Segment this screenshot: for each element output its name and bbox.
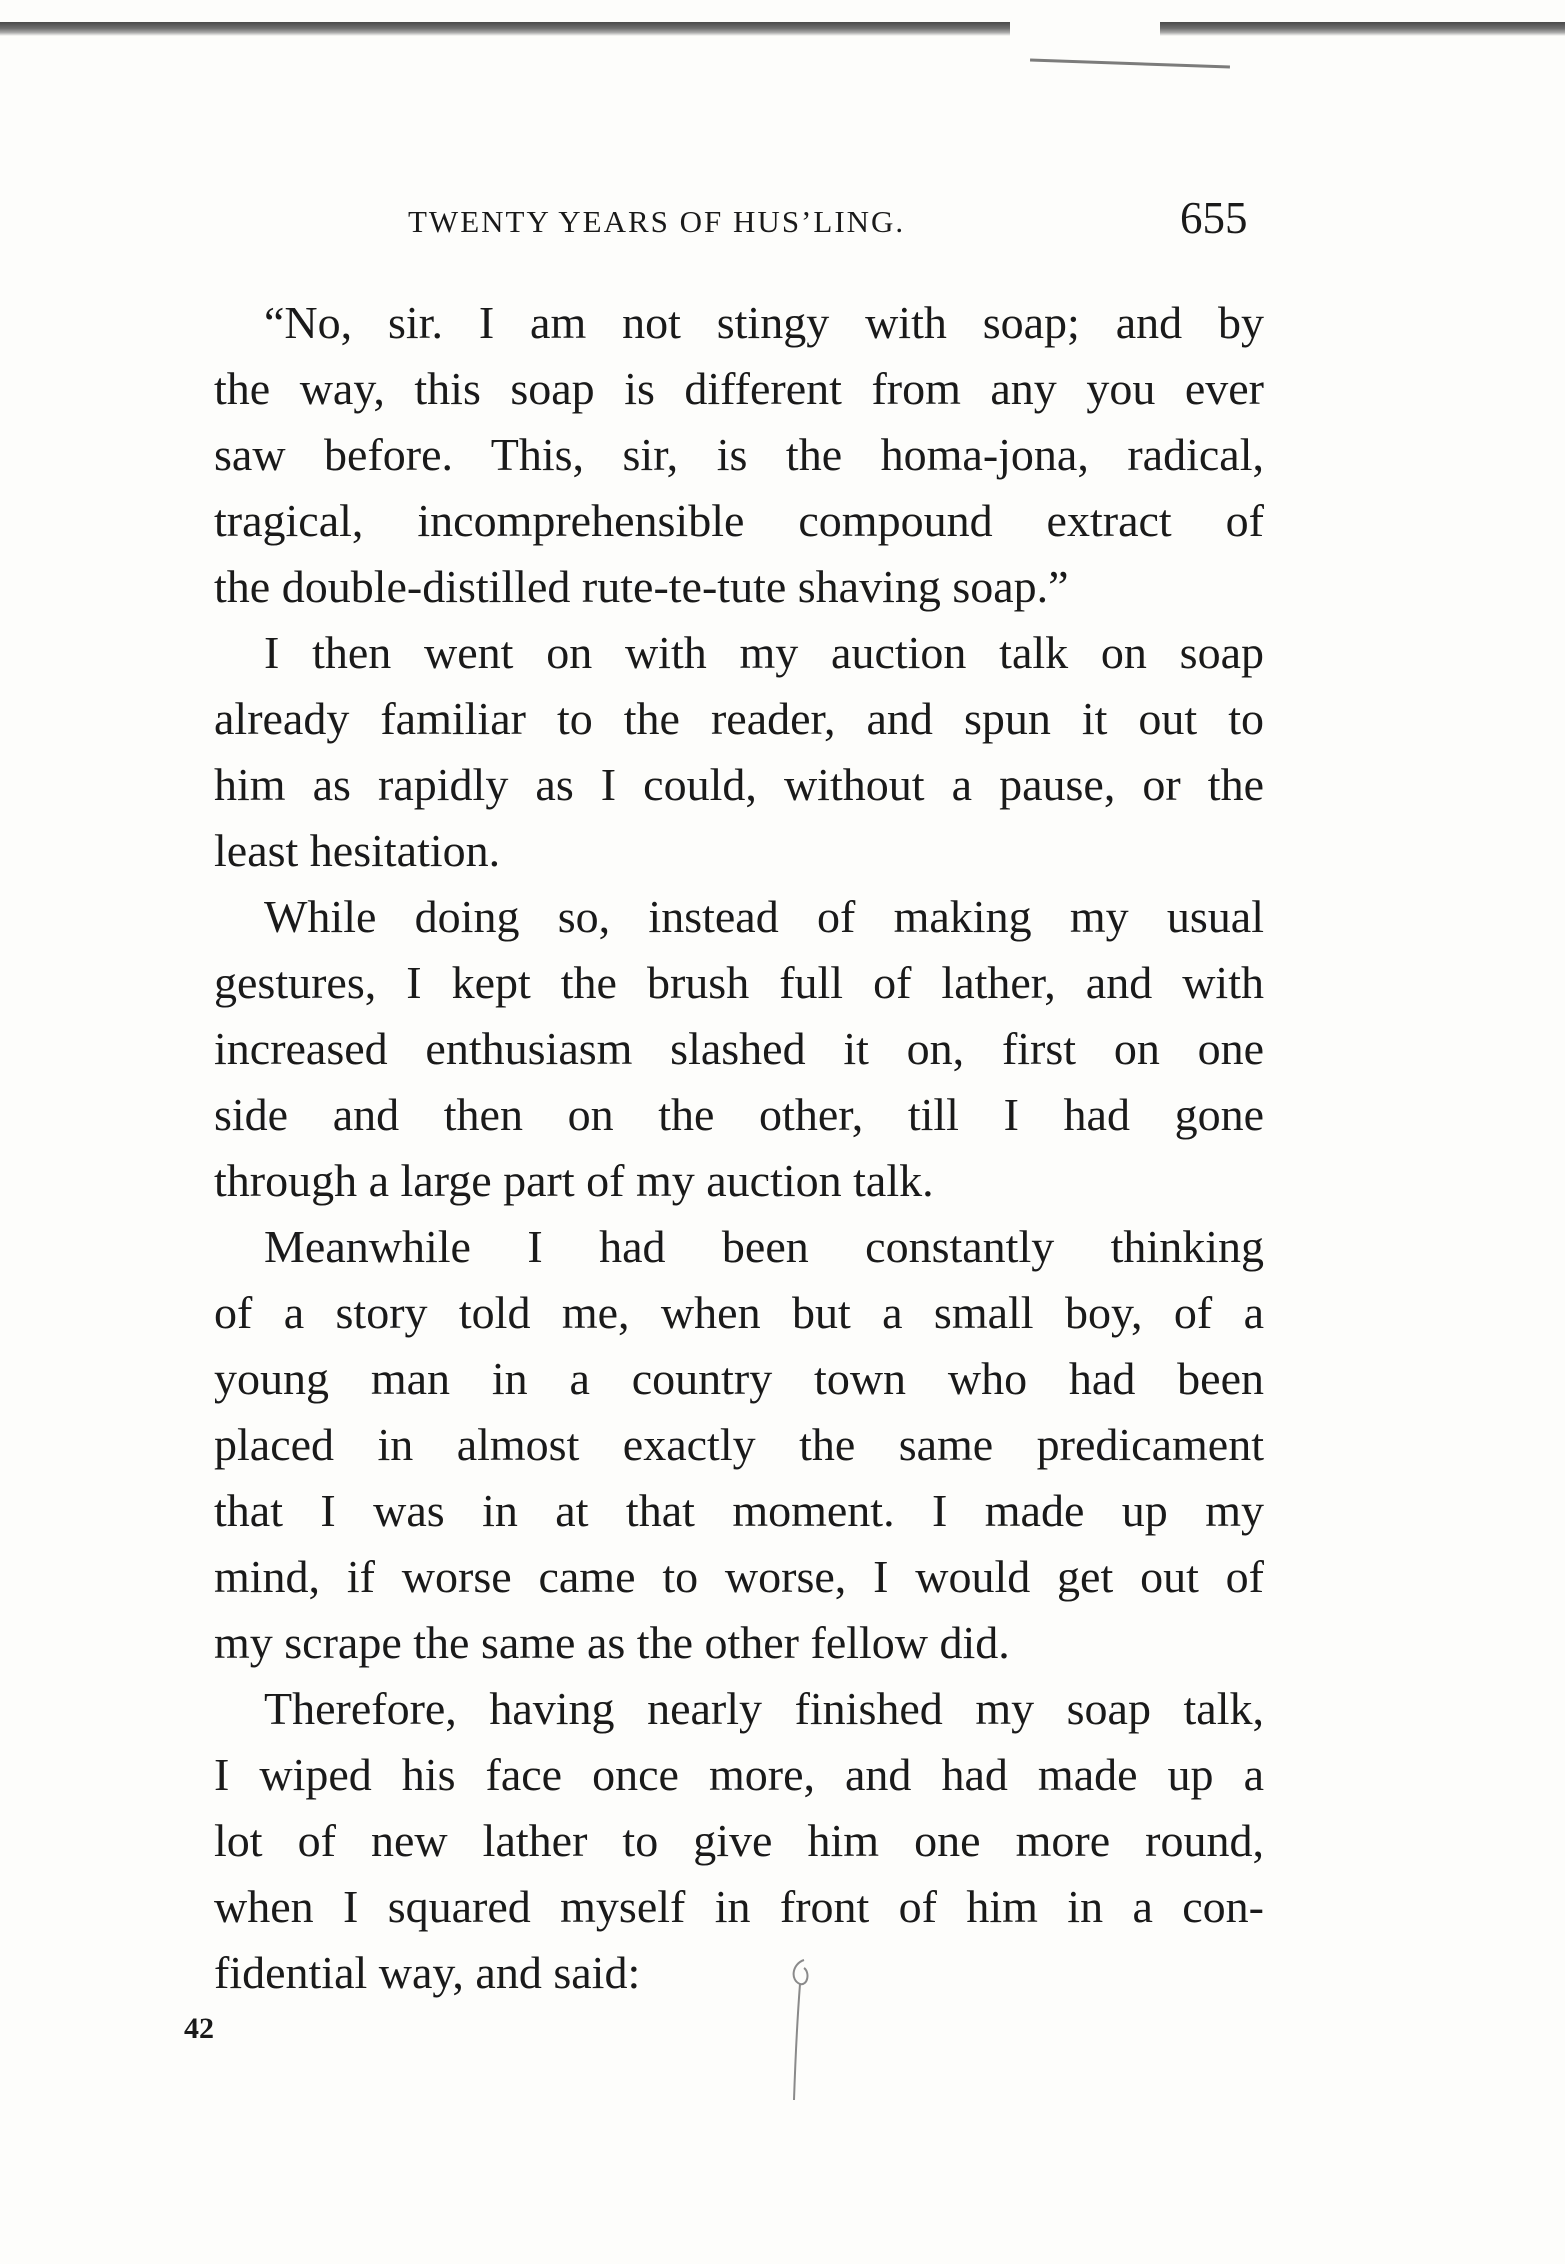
text-line: that I was in at that moment. I made up my [214, 1485, 1264, 1536]
text-line: I then went on with my auction talk on soap [264, 627, 1264, 678]
text-line: saw before. This, sir, is the homa-jona, radical, [214, 429, 1264, 480]
text-line: placed in almost exactly the same predicament [214, 1419, 1264, 1470]
text-line: when I squared myself in front of him in a con- [214, 1881, 1264, 1932]
text-line: him as rapidly as I could, without a pause, or the [214, 759, 1264, 810]
text-line: I wiped his face once more, and had made up a [214, 1749, 1264, 1800]
text-line: already familiar to the reader, and spun it out to [214, 693, 1264, 744]
text-line: my scrape the same as the other fellow did. [214, 1617, 1010, 1668]
text-line: through a large part of my auction talk. [214, 1155, 934, 1206]
text-line: Meanwhile I had been constantly thinking [264, 1221, 1264, 1272]
text-line: fidential way, and said: [214, 1947, 641, 1998]
text-line: Therefore, having nearly finished my soap talk, [264, 1683, 1264, 1734]
text-line: While doing so, instead of making my usual [264, 891, 1264, 942]
text-line: tragical, incomprehensible compound extract of [214, 495, 1264, 546]
page-number: 655 [1180, 193, 1248, 243]
scan-edge-gap [1010, 18, 1160, 40]
text-line: “No, sir. I am not stingy with soap; and by [264, 297, 1264, 348]
text-line: gestures, I kept the brush full of lather, and with [214, 957, 1264, 1008]
text-line: of a story told me, when but a small boy, of a [214, 1287, 1264, 1338]
text-line: lot of new lather to give him one more round, [214, 1815, 1264, 1866]
pencil-mark [782, 1950, 822, 2110]
scan-smudge [1030, 59, 1230, 69]
scan-top-edge [0, 22, 1565, 36]
text-line: least hesitation. [214, 825, 501, 876]
text-line: the double-distilled rute-te-tute shaving soap.” [214, 561, 1069, 612]
text-line: side and then on the other, till I had gone [214, 1089, 1264, 1140]
text-line: young man in a country town who had been [214, 1353, 1264, 1404]
body-text [214, 290, 1264, 2006]
signature-mark: 42 [184, 2012, 214, 2045]
text-line: increased enthusiasm slashed it on, first on one [214, 1023, 1264, 1074]
page-header [0, 192, 1565, 252]
text-line: the way, this soap is different from any you ever [214, 363, 1264, 414]
text-line: mind, if worse came to worse, I would get out of [214, 1551, 1264, 1602]
running-head: TWENTY YEARS OF HUS’LING. [408, 204, 906, 239]
